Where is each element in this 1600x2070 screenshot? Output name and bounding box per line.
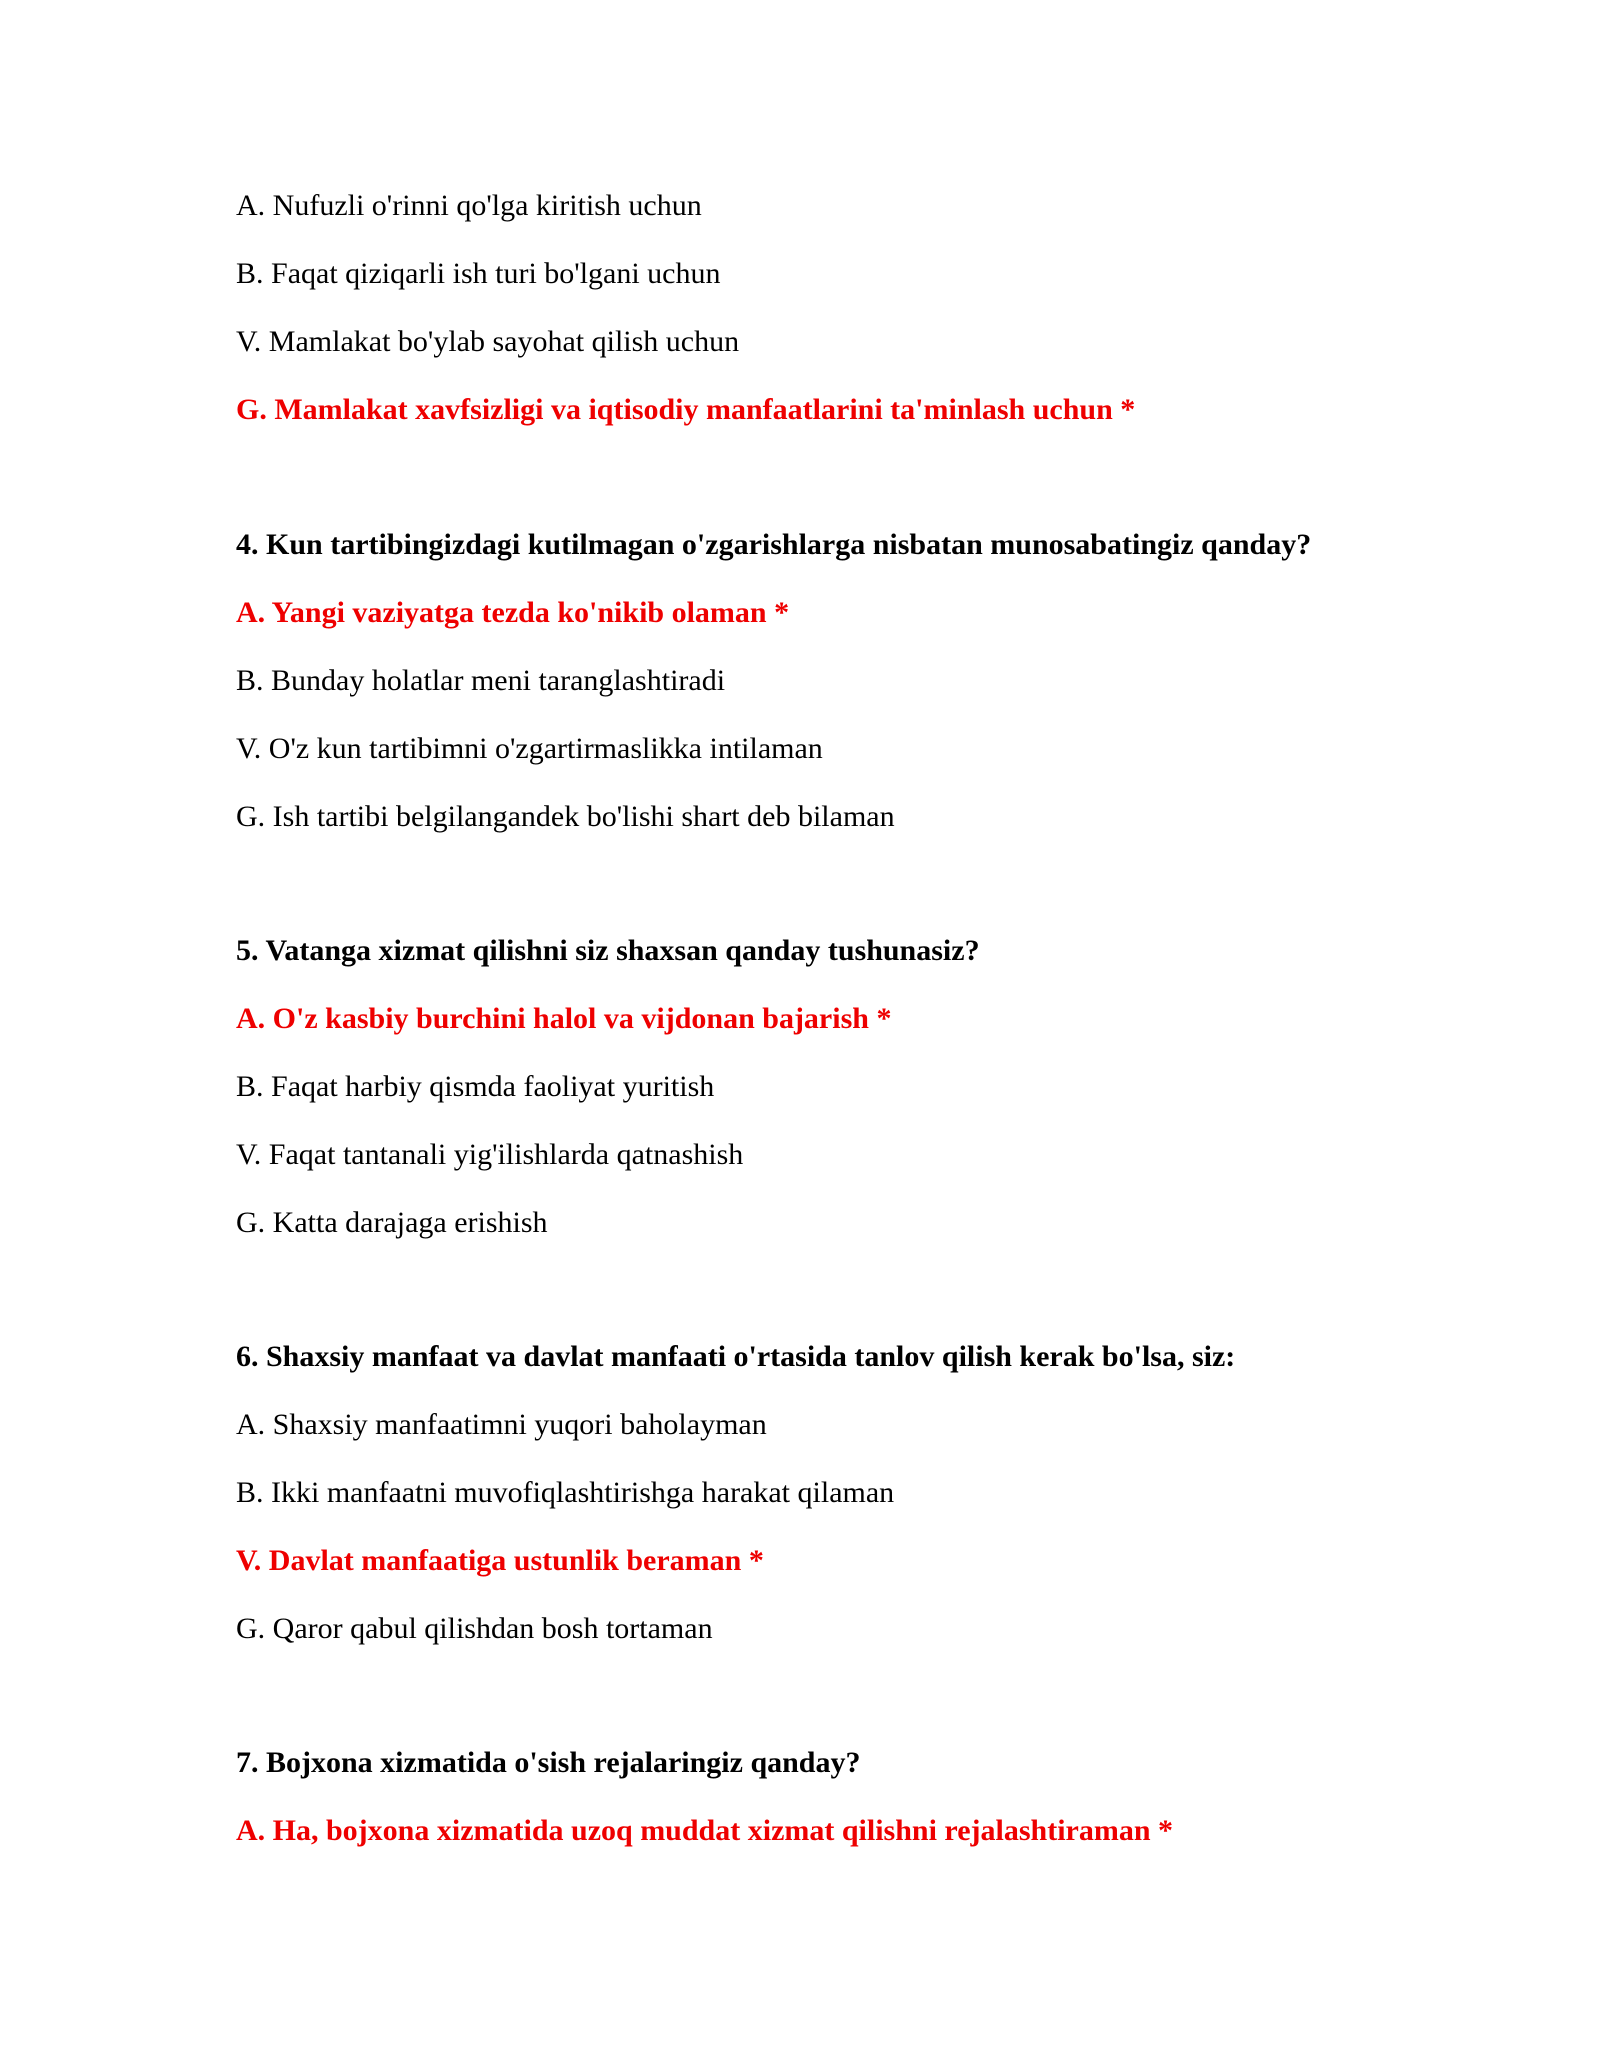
question-heading: 6. Shaxsiy manfaat va davlat manfaati o'rtasida tanlov qilish kerak bo'lsa, siz:: [236, 1340, 1236, 1373]
correct-answer-option: V. Davlat manfaatiga ustunlik beraman *: [236, 1544, 764, 1577]
answer-option: G. Katta darajaga erishish: [236, 1206, 548, 1239]
answer-option: B. Faqat harbiy qismda faoliyat yuritish: [236, 1070, 715, 1103]
answer-option: B. Bunday holatlar meni taranglashtiradi: [236, 664, 726, 697]
answer-option: G. Qaror qabul qilishdan bosh tortaman: [236, 1612, 713, 1645]
correct-answer-option: A. O'z kasbiy burchini halol va vijdonan bajarish *: [236, 1002, 892, 1035]
answer-option: B. Faqat qiziqarli ish turi bo'lgani uchun: [236, 257, 721, 290]
answer-option: A. Nufuzli o'rinni qo'lga kiritish uchun: [236, 189, 702, 222]
answer-option: V. Mamlakat bo'ylab sayohat qilish uchun: [236, 325, 740, 358]
answer-option: G. Ish tartibi belgilangandek bo'lishi shart deb bilaman: [236, 800, 895, 833]
answer-option: V. Faqat tantanali yig'ilishlarda qatnashish: [236, 1138, 744, 1171]
correct-answer-option: A. Ha, bojxona xizmatida uzoq muddat xizmat qilishni rejalashtiraman *: [236, 1814, 1174, 1847]
question-heading: 7. Bojxona xizmatida o'sish rejalaringiz qanday?: [236, 1746, 861, 1779]
answer-option: V. O'z kun tartibimni o'zgartirmaslikka intilaman: [236, 732, 823, 765]
question-heading: 5. Vatanga xizmat qilishni siz shaxsan qanday tushunasiz?: [236, 934, 980, 967]
question-heading: 4. Kun tartibingizdagi kutilmagan o'zgarishlarga nisbatan munosabatingiz qanday?: [236, 528, 1312, 561]
answer-option: B. Ikki manfaatni muvofiqlashtirishga harakat qilaman: [236, 1476, 895, 1509]
correct-answer-option: A. Yangi vaziyatga tezda ko'nikib olaman *: [236, 596, 790, 629]
correct-answer-option: G. Mamlakat xavfsizligi va iqtisodiy manfaatlarini ta'minlash uchun *: [236, 393, 1136, 426]
answer-option: A. Shaxsiy manfaatimni yuqori baholayman: [236, 1408, 767, 1441]
